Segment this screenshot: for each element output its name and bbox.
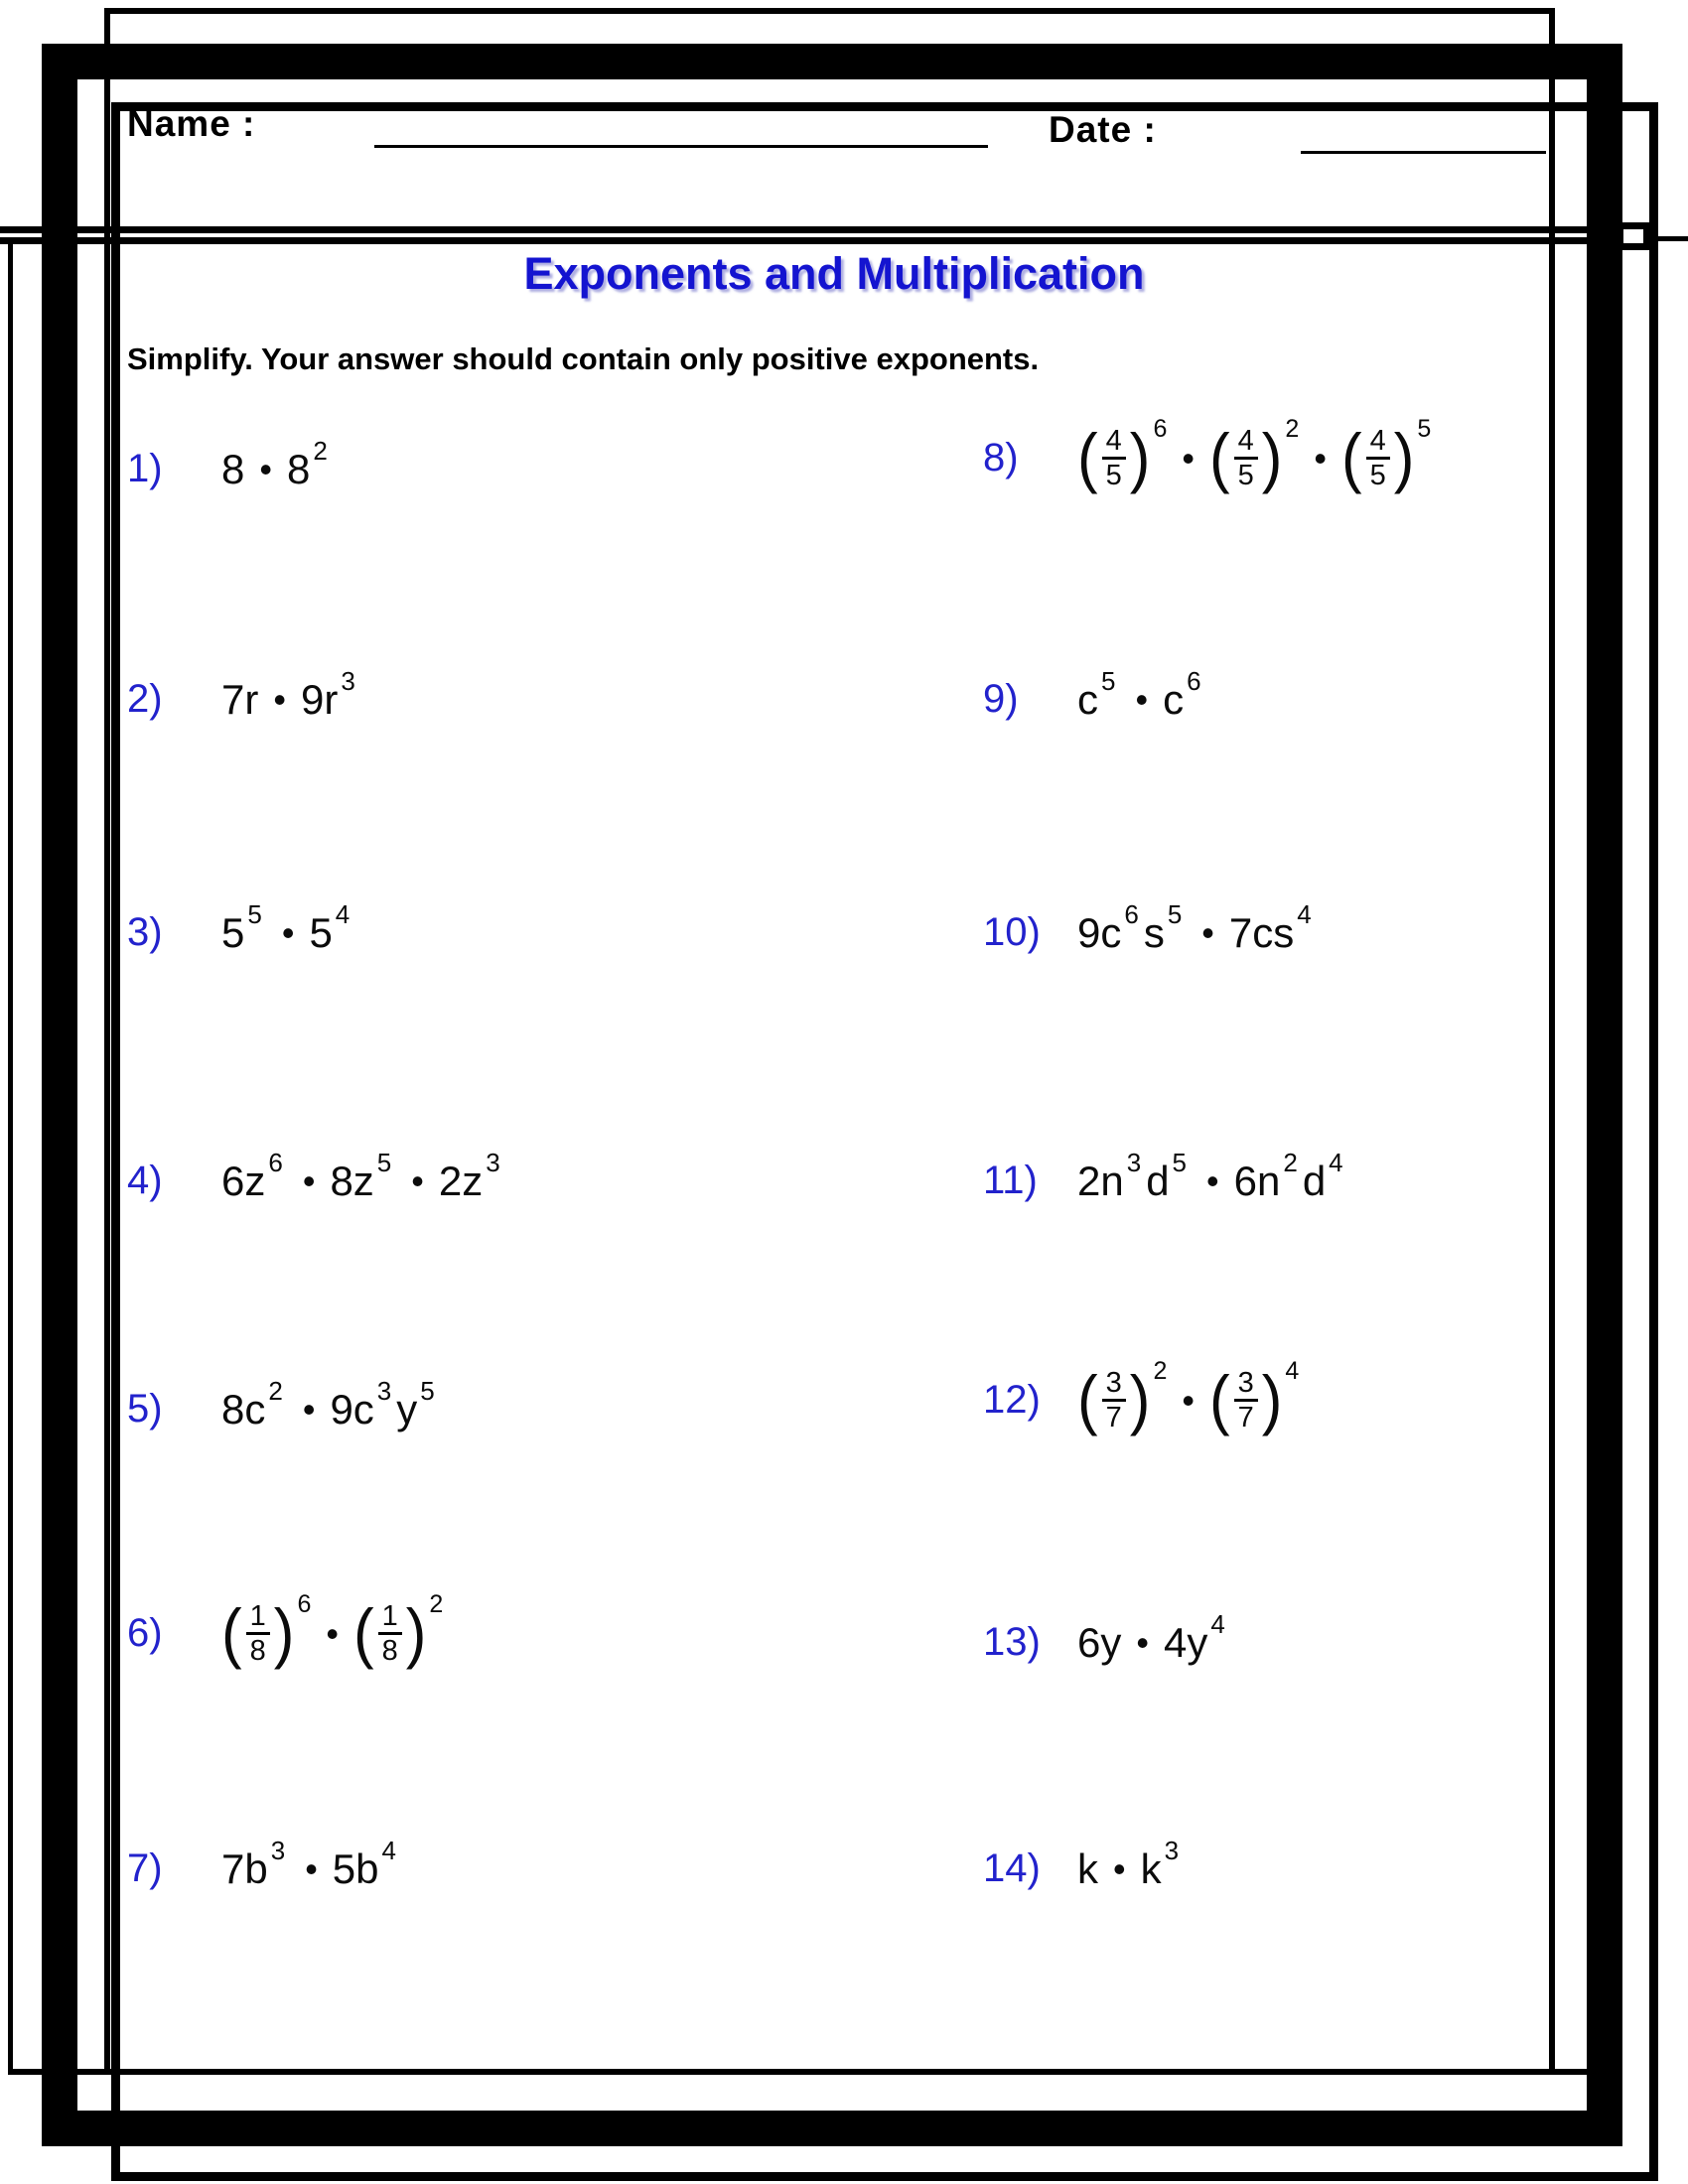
term-exponent: 4 (1210, 1608, 1225, 1639)
separator-notch (1617, 222, 1650, 250)
fraction-denominator: 5 (1366, 457, 1390, 491)
instruction-text: Simplify. Your answer should contain only positive exponents. (127, 341, 1040, 376)
bottom-thin-rule (8, 2069, 1622, 2075)
term-base: 2n (1077, 1157, 1124, 1204)
term-base: 9r (300, 675, 339, 723)
name-blank-line (374, 145, 988, 148)
problem-expression (221, 1147, 505, 1204)
term-exponent: 5 (1172, 1147, 1188, 1177)
term-base: 8c (221, 1385, 266, 1433)
term-base: 2z (438, 1157, 484, 1204)
problem-number: 4) (127, 1159, 163, 1202)
fraction-term (1208, 1357, 1300, 1437)
multiplication-dot: • (411, 1160, 424, 1201)
problem-number: 10) (983, 910, 1041, 954)
multiplication-dot: • (273, 678, 286, 720)
separator-dash (1650, 236, 1688, 241)
fraction-exponent: 4 (1285, 1357, 1300, 1385)
problem-number: 9) (983, 677, 1019, 721)
problem-number: 2) (127, 677, 163, 721)
multiplication-dot: • (1182, 437, 1195, 478)
multiplication-dot: • (1201, 911, 1214, 953)
problem-expression (1077, 665, 1206, 723)
problem-6 (127, 1590, 444, 1671)
problem-number: 12) (983, 1378, 1041, 1423)
separator-rule-bottom (0, 237, 1622, 244)
term-base: 5 (309, 908, 333, 956)
problem-number: 7) (127, 1846, 163, 1890)
problem-number: 14) (983, 1846, 1041, 1890)
fraction (1366, 425, 1390, 492)
term-base: 7cs (1228, 908, 1295, 956)
term-exponent: 6 (1187, 665, 1201, 696)
open-paren: ( (1340, 420, 1362, 495)
left-thin-rule (8, 238, 13, 2075)
open-paren: ( (221, 1595, 242, 1671)
page-title: Exponents and Multiplication (523, 248, 1145, 299)
fraction-term (1208, 415, 1300, 495)
fraction (1102, 1367, 1126, 1434)
close-paren: ) (1129, 420, 1151, 495)
term-base: 5 (221, 908, 245, 956)
multiplication-dot: • (1314, 437, 1327, 478)
problem-number: 3) (127, 910, 163, 954)
problem-11 (983, 1147, 1348, 1204)
fraction-exponent: 6 (297, 1590, 312, 1618)
fraction-exponent: 5 (1417, 415, 1432, 443)
problem-expression (221, 435, 333, 492)
date-blank-line (1301, 151, 1546, 154)
term-exponent: 3 (341, 665, 355, 696)
fraction (1234, 1367, 1258, 1434)
problem-7 (127, 1835, 401, 1892)
fraction (246, 1600, 270, 1668)
term-exponent: 5 (376, 1147, 392, 1177)
problem-expression (1077, 1608, 1230, 1666)
fraction-denominator: 5 (1102, 457, 1126, 491)
fraction-exponent: 2 (429, 1590, 444, 1618)
multiplication-dot: • (259, 448, 272, 489)
problem-1 (127, 435, 333, 492)
name-label: Name : (127, 103, 256, 144)
multiplication-dot: • (281, 911, 295, 953)
problem-number: 5) (127, 1387, 163, 1431)
term-base: k (1077, 1844, 1098, 1892)
term-base: 8z (330, 1157, 374, 1204)
open-paren: ( (352, 1595, 374, 1671)
close-paren: ) (405, 1595, 427, 1671)
fraction-term (1077, 415, 1168, 495)
term-exponent: 2 (268, 1375, 283, 1406)
close-paren: ) (273, 1595, 295, 1671)
term-base: 4y (1163, 1618, 1208, 1666)
term-exponent: 4 (335, 898, 351, 929)
term-base: 7b (221, 1844, 268, 1892)
problem-number: 13) (983, 1620, 1041, 1664)
term-base: 6y (1077, 1618, 1122, 1666)
term-base: 8 (286, 445, 311, 492)
term-exponent: 4 (1329, 1147, 1343, 1177)
fraction-numerator: 4 (1105, 425, 1122, 457)
term-exponent: 5 (420, 1375, 435, 1406)
problem-expression (1077, 1357, 1300, 1437)
multiplication-dot: • (302, 1388, 316, 1430)
term-exponent: 3 (376, 1375, 392, 1406)
term-exponent: 3 (1164, 1835, 1180, 1865)
fraction-term (1077, 1357, 1168, 1437)
multiplication-dot: • (1182, 1379, 1195, 1421)
term-base: y (396, 1385, 418, 1433)
fraction-numerator: 4 (1237, 425, 1254, 457)
fraction-numerator: 1 (249, 1600, 266, 1632)
fraction-exponent: 2 (1285, 415, 1300, 443)
problem-13 (983, 1608, 1230, 1666)
fraction-term (221, 1590, 312, 1671)
problem-number: 8) (983, 436, 1019, 480)
fraction-denominator: 8 (246, 1632, 270, 1667)
fraction-numerator: 3 (1237, 1367, 1254, 1399)
term-base: c (1163, 675, 1185, 723)
problem-4 (127, 1147, 505, 1204)
term-exponent: 6 (268, 1147, 283, 1177)
term-exponent: 5 (1167, 898, 1183, 929)
term-base: 7r (221, 675, 259, 723)
term-exponent: 4 (381, 1835, 396, 1865)
open-paren: ( (1077, 1362, 1098, 1437)
multiplication-dot: • (305, 1847, 318, 1889)
term-exponent: 2 (313, 435, 328, 466)
close-paren: ) (1129, 1362, 1151, 1437)
problem-expression (221, 898, 354, 956)
term-exponent: 3 (270, 1835, 286, 1865)
problem-number: 1) (127, 447, 163, 490)
open-paren: ( (1208, 420, 1230, 495)
multiplication-dot: • (1136, 1621, 1149, 1663)
close-paren: ) (1261, 420, 1283, 495)
problem-expression (221, 1375, 440, 1433)
problem-expression (1077, 1147, 1348, 1204)
fraction-term (1340, 415, 1432, 495)
fraction-numerator: 1 (381, 1600, 398, 1632)
term-exponent: 5 (1101, 665, 1116, 696)
term-base: d (1302, 1157, 1327, 1204)
term-base: 6z (221, 1157, 266, 1204)
problem-expression (221, 1590, 444, 1671)
fraction-term (352, 1590, 444, 1671)
multiplication-dot: • (326, 1612, 339, 1654)
date-label: Date : (1049, 109, 1157, 150)
term-exponent: 4 (1297, 898, 1312, 929)
term-base: 6n (1233, 1157, 1281, 1204)
fraction (1234, 425, 1258, 492)
fraction-numerator: 4 (1369, 425, 1386, 457)
problem-number: 11) (983, 1159, 1038, 1202)
term-base: 9c (330, 1385, 374, 1433)
multiplication-dot: • (302, 1160, 316, 1201)
term-exponent: 3 (1126, 1147, 1142, 1177)
fraction-numerator: 3 (1105, 1367, 1122, 1399)
term-base: k (1140, 1844, 1162, 1892)
problem-expression (221, 665, 360, 723)
fraction-exponent: 2 (1153, 1357, 1168, 1385)
problem-expression (1077, 898, 1317, 956)
multiplication-dot: • (1113, 1847, 1126, 1889)
fraction-exponent: 6 (1153, 415, 1168, 443)
multiplication-dot: • (1135, 678, 1149, 720)
open-paren: ( (1208, 1362, 1230, 1437)
problem-9 (983, 665, 1206, 723)
problem-3 (127, 898, 354, 956)
term-exponent: 6 (1124, 898, 1139, 929)
term-base: 8 (221, 445, 245, 492)
term-exponent: 5 (247, 898, 262, 929)
term-base: 5b (332, 1844, 379, 1892)
fraction-denominator: 7 (1102, 1399, 1126, 1433)
open-paren: ( (1077, 420, 1098, 495)
fraction (378, 1600, 402, 1668)
problem-5 (127, 1375, 440, 1433)
problem-expression (1077, 1835, 1184, 1892)
problem-expression (221, 1835, 401, 1892)
problem-number: 6) (127, 1611, 163, 1656)
problem-14 (983, 1835, 1184, 1892)
problem-10 (983, 898, 1317, 956)
multiplication-dot: • (1206, 1160, 1219, 1201)
problem-expression (1077, 415, 1432, 495)
term-exponent: 3 (486, 1147, 500, 1177)
fraction (1102, 425, 1126, 492)
term-base: 9c (1077, 908, 1122, 956)
term-base: c (1077, 675, 1098, 723)
fraction-denominator: 5 (1234, 457, 1258, 491)
problem-8 (983, 415, 1432, 495)
fraction-denominator: 8 (378, 1632, 402, 1667)
close-paren: ) (1393, 420, 1415, 495)
term-base: d (1146, 1157, 1170, 1204)
fraction-denominator: 7 (1234, 1399, 1258, 1433)
problem-2 (127, 665, 360, 723)
problem-12 (983, 1357, 1300, 1437)
close-paren: ) (1261, 1362, 1283, 1437)
term-base: s (1143, 908, 1165, 956)
term-exponent: 2 (1283, 1147, 1298, 1177)
separator-rule-top (0, 226, 1622, 233)
